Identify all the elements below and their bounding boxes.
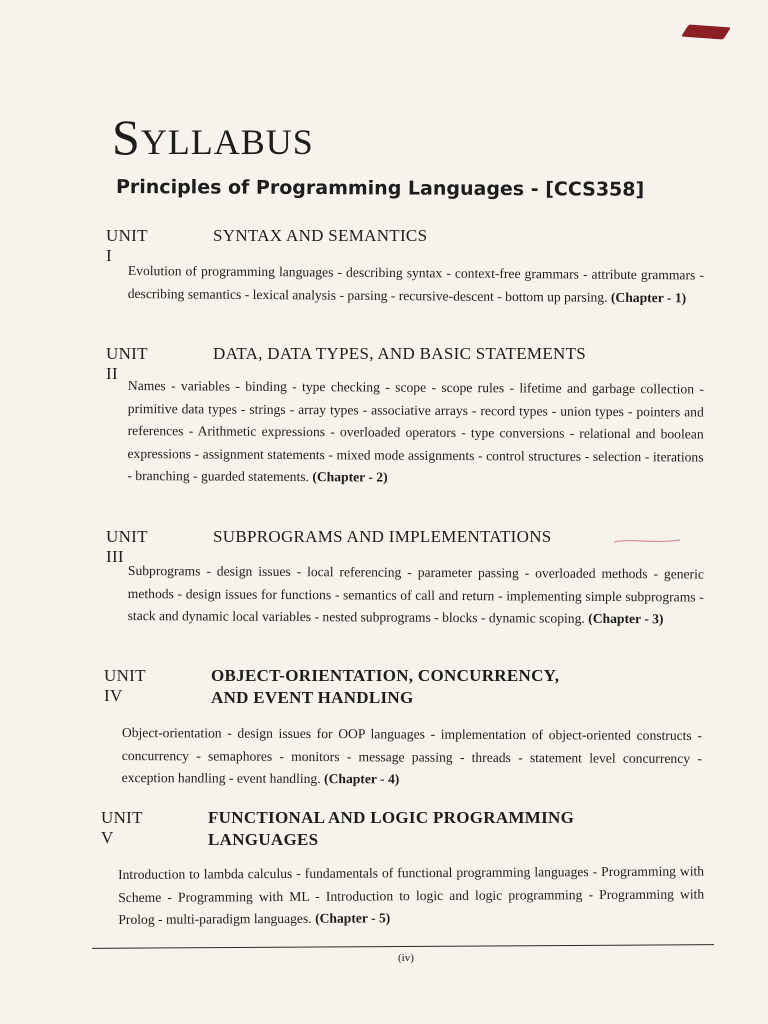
page-number: (iv): [398, 952, 414, 964]
unit-5-title-line-1: FUNCTIONAL AND LOGIC PROGRAMMING: [208, 808, 575, 827]
unit-5-title-line-2: LANGUAGES: [208, 830, 319, 849]
unit-1-chapter: (Chapter - 1): [610, 289, 687, 305]
unit-1-title: SYNTAX AND SEMANTICS: [213, 226, 428, 245]
unit-5-body: [118, 860, 704, 931]
course-subtitle: Principles of Programming Languages - [CCS358]: [115, 176, 645, 201]
unit-4-number: UNIT IV: [104, 666, 146, 705]
unit-3-topics: Subprograms - design issues - local referencing - parameter passing - overloaded methods - generic methods - design issues for functions - semantics of call and return - implementing simple subprograms - stack and dynamic local variables - nested subprograms - blocks - dynamic scoping.: [127, 562, 704, 626]
unit-4-title-line-1: OBJECT-ORIENTATION, CONCURRENCY,: [211, 666, 560, 685]
title-initial: S: [112, 109, 141, 165]
unit-3-number: UNIT III: [106, 527, 148, 566]
unit-1-topics: Evolution of programming languages - describing syntax - context-free grammars - attribute grammars - describing semantics - lexical analysis - parsing - recursive-descent - bottom up parsing.: [127, 262, 704, 305]
red-corner-mark: [681, 24, 731, 39]
title-rest: YLLABUS: [140, 122, 314, 162]
unit-3-title: SUBPROGRAMS AND IMPLEMENTATIONS: [213, 527, 552, 546]
page-title: [112, 108, 314, 166]
unit-2-chapter: (Chapter - 2): [312, 469, 388, 485]
unit-3-body: [128, 560, 704, 631]
unit-1-body: [128, 260, 704, 310]
footer-rule: [92, 944, 714, 949]
unit-4-chapter: (Chapter - 4): [324, 771, 400, 787]
unit-5-topics: Introduction to lambda calculus - fundamentals of functional programming languages - Programming with Scheme - Programming with ML - Introduction to logic and logic programming - Programming with Prolog - multi-paradigm languages.: [118, 863, 705, 927]
unit-2-title: DATA, DATA TYPES, AND BASIC STATEMENTS: [213, 344, 587, 363]
unit-2-number: UNIT II: [106, 344, 148, 383]
unit-1-number: UNIT I: [106, 226, 148, 265]
unit-5-number: UNIT V: [101, 808, 143, 847]
unit-2-body: [127, 375, 704, 491]
unit-4-body: [122, 722, 702, 793]
unit-2-topics: Names - variables - binding - type checking - scope - scope rules - lifetime and garbage collection - primitive data types - strings - array types - associative arrays - record types - union types - pointers and references - Arithmetic expressions - overloaded operators - type conversions - relational and boolean expressions - assignment statements - mixed mode assignments - control structures - selection - iterations - branching - guarded statements.: [127, 377, 704, 485]
unit-5-chapter: (Chapter - 5): [314, 910, 391, 926]
unit-3-chapter: (Chapter - 3): [588, 610, 664, 627]
pen-squiggle-mark: [612, 534, 682, 548]
unit-4-title-line-2: AND EVENT HANDLING: [211, 688, 414, 707]
unit-4-topics: Object-orientation - design issues for OOP languages - implementation of object-oriented constructs - concurrency - semaphores - monitors - message passing - threads - statement level concurrency - exception handling - event handling.: [121, 724, 702, 787]
